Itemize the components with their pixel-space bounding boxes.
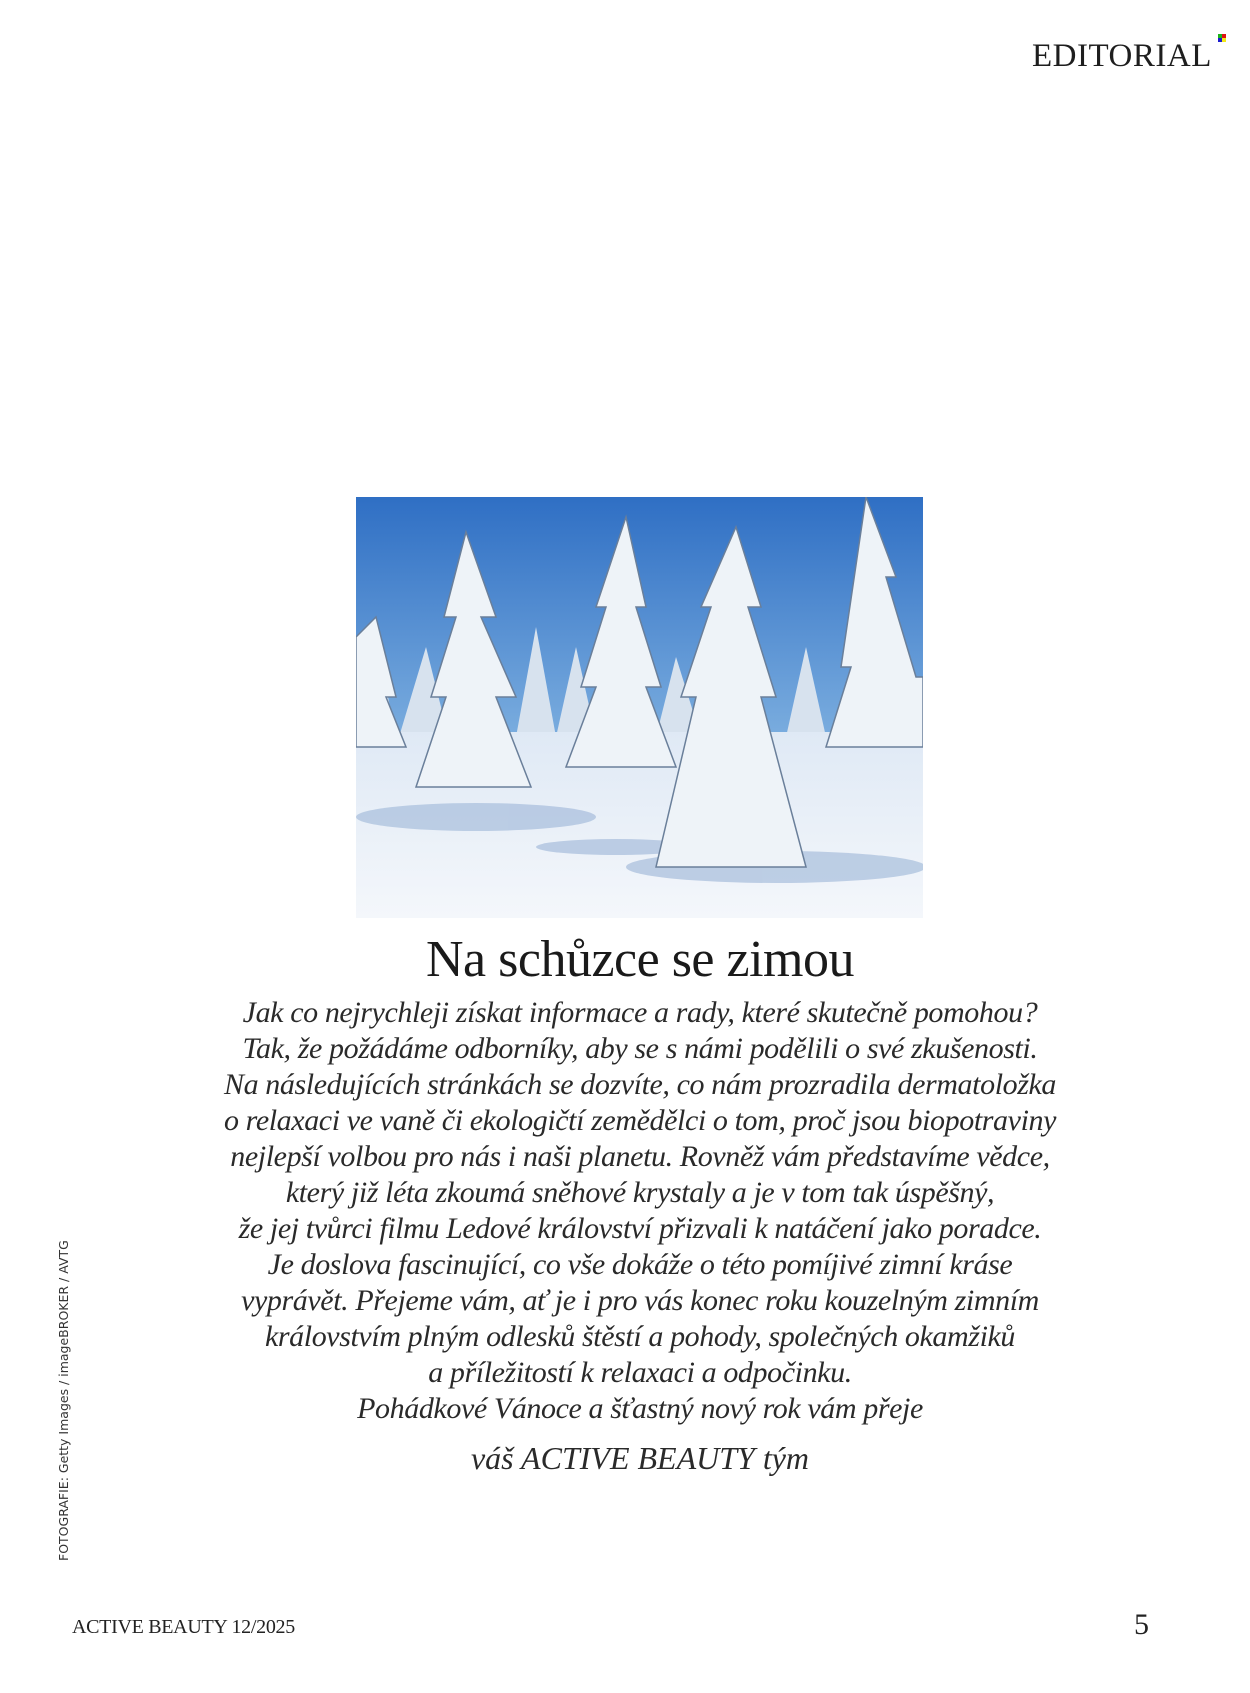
winter-forest-photo [356, 497, 923, 918]
body-line: nejlepší volbou pro nás i naši planetu. Rovněž vám představíme vědce, [230, 1140, 1050, 1173]
body-line: vyprávět. Přejeme vám, ať je i pro vás konec roku kouzelným zimním [241, 1284, 1039, 1317]
article-title: Na schůzce se zimou [426, 931, 854, 988]
body-line: že jej tvůrci filmu Ledové království přizvali k natáčení jako poradce. [238, 1212, 1042, 1245]
body-line: který již léta zkoumá sněhové krystaly a je v tom tak úspěšný, [285, 1176, 995, 1209]
body-line: a příležitostí k relaxaci a odpočinku. [428, 1356, 852, 1389]
body-line: Jak co nejrychleji získat informace a rady, které skutečně pomohou? [242, 996, 1038, 1029]
article-signature: váš ACTIVE BEAUTY tým [470, 1440, 810, 1476]
body-line: Na následujících stránkách se dozvíte, co nám prozradila dermatoložka [223, 1068, 1057, 1101]
body-line: Je doslova fascinující, co vše dokáže o této pomíjivé zimní kráse [267, 1248, 1013, 1281]
body-line: Pohádkové Vánoce a šťastný nový rok vám přeje [357, 1392, 923, 1425]
color-registration-mark [1218, 34, 1226, 42]
article-body [0, 995, 1250, 1427]
body-line: královstvím plným odlesků štěstí a pohody, společných okamžiků [264, 1320, 1016, 1353]
section-label: EDITORIAL [1032, 38, 1212, 74]
photo-credit: FOTOGRAFIE: Getty Images / imageBROKER / AVTG [56, 1240, 71, 1561]
body-line: Tak, že požádáme odborníky, aby se s námi podělili o své zkušenosti. [242, 1032, 1038, 1065]
body-line: o relaxaci ve vaně či ekologičtí zemědělci o tom, proč jsou biopotraviny [223, 1104, 1057, 1137]
footer-issue: ACTIVE BEAUTY 12/2025 [72, 1616, 295, 1638]
page-number: 5 [1134, 1608, 1149, 1641]
